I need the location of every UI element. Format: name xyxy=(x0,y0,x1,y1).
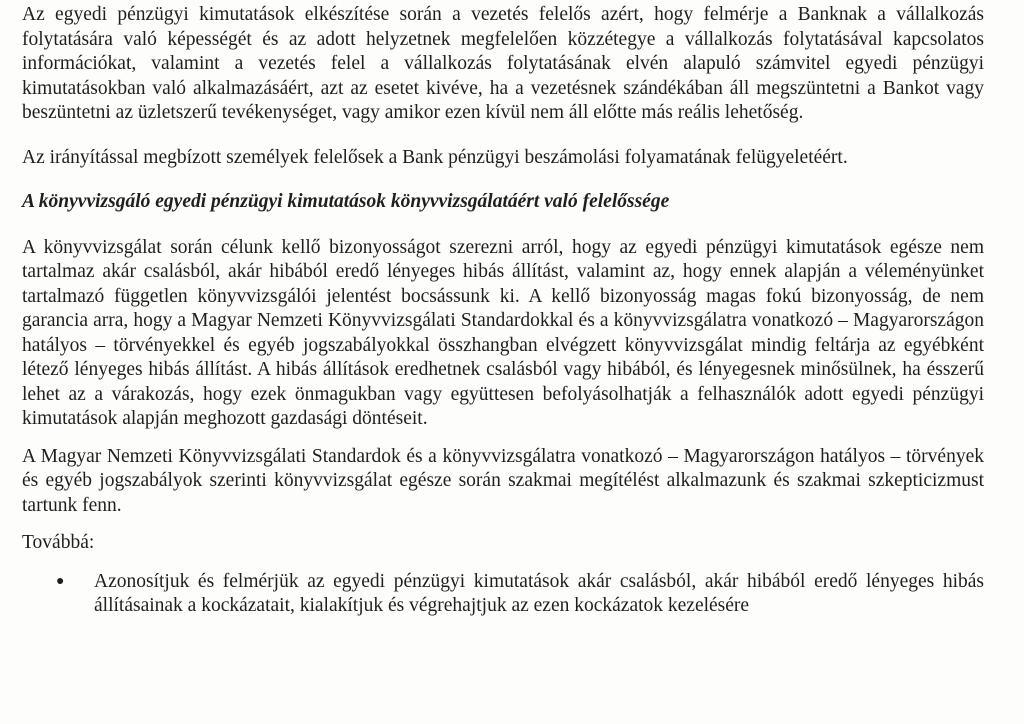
paragraph-professional-judgement: A Magyar Nemzeti Könyvvizsgálati Standardok és a könyvvizsgálatra vonatkozó – Magyarországon hatályos – törvények és egyéb jogszabályok szerinti könyvvizsgálat egésze során szakmai megítélést alkalmazunk és szakmai szkepticizmust tartunk fenn. xyxy=(22,445,984,516)
paragraph-governance: Az irányítással megbízott személyek felelősek a Bank pénzügyi beszámolási folyamatának felügyeletéért. xyxy=(22,146,848,168)
paragraph-furthermore: Továbbá: xyxy=(22,532,95,553)
section-heading-auditor-responsibility: A könyvvizsgáló egyedi pénzügyi kimutatások könyvvizsgálatáért való felelőssége xyxy=(22,191,670,212)
bullet-list xyxy=(22,570,984,619)
paragraph-audit-objective: A könyvvizsgálat során célunk kellő bizonyosságot szerezni arról, hogy az egyedi pénzügyi kimutatások egésze nem tartalmaz akár csalásból, akár hibából eredő lényeges hibás állítást, valamint az, hogy ennek alapján a véleményünket tartalmazó független könyvvizsgálói jelentést bocsássunk ki. A kellő bizonyosság magas fokú bizonyosság, de nem garancia arra, hogy a Magyar Nemzeti Könyvvizsgálati Standardokkal és a könyvvizsgálatra vonatkozó – Magyarországon hatályos – törvényekkel és egyéb jogszabályokkal összhangban elvégzett könyvvizsgálat mindig feltárja az egyébként létező lényeges hibás állítást. A hibás állítások eredhetnek csalásból vagy hibából, és lényegesnek minősülnek, ha ésszerű lehet az a várakozás, hogy ezek önmagukban vagy együttesen befolyásolhatják a felhasználók adott egyedi pénzügyi kimutatások alapján meghozott gazdasági döntéseit. xyxy=(22,236,984,429)
list-item xyxy=(22,570,984,619)
paragraph-going-concern: Az egyedi pénzügyi kimutatások elkészítése során a vezetés felelős azért, hogy felmérje a Banknak a vállalkozás folytatására való képességét és az adott helyzetnek megfelelően közzétegye a vállalkozás folytatásával kapcsolatos információkat, valamint a vezetés felel a vállalkozás folytatásának elvén alapuló számvitel egyedi pénzügyi kimutatásokban való alkalmazásáért, azt az esetet kivéve, ha a vezetésnek szándékában áll megszüntetni a Bankot vagy beszüntetni az üzletszerű tevékenységet, vagy amikor ezen kívül nem áll előtte más reális lehetőség. xyxy=(22,4,984,123)
list-item-text: Azonosítjuk és felmérjük az egyedi pénzügyi kimutatások akár csalásból, akár hibából eredő lényeges hibás állításainak a kockázatait, kialakítjuk és végrehajtjuk az ezen kockázatok kezelésére xyxy=(94,570,984,616)
bullet-icon: ● xyxy=(56,573,65,589)
